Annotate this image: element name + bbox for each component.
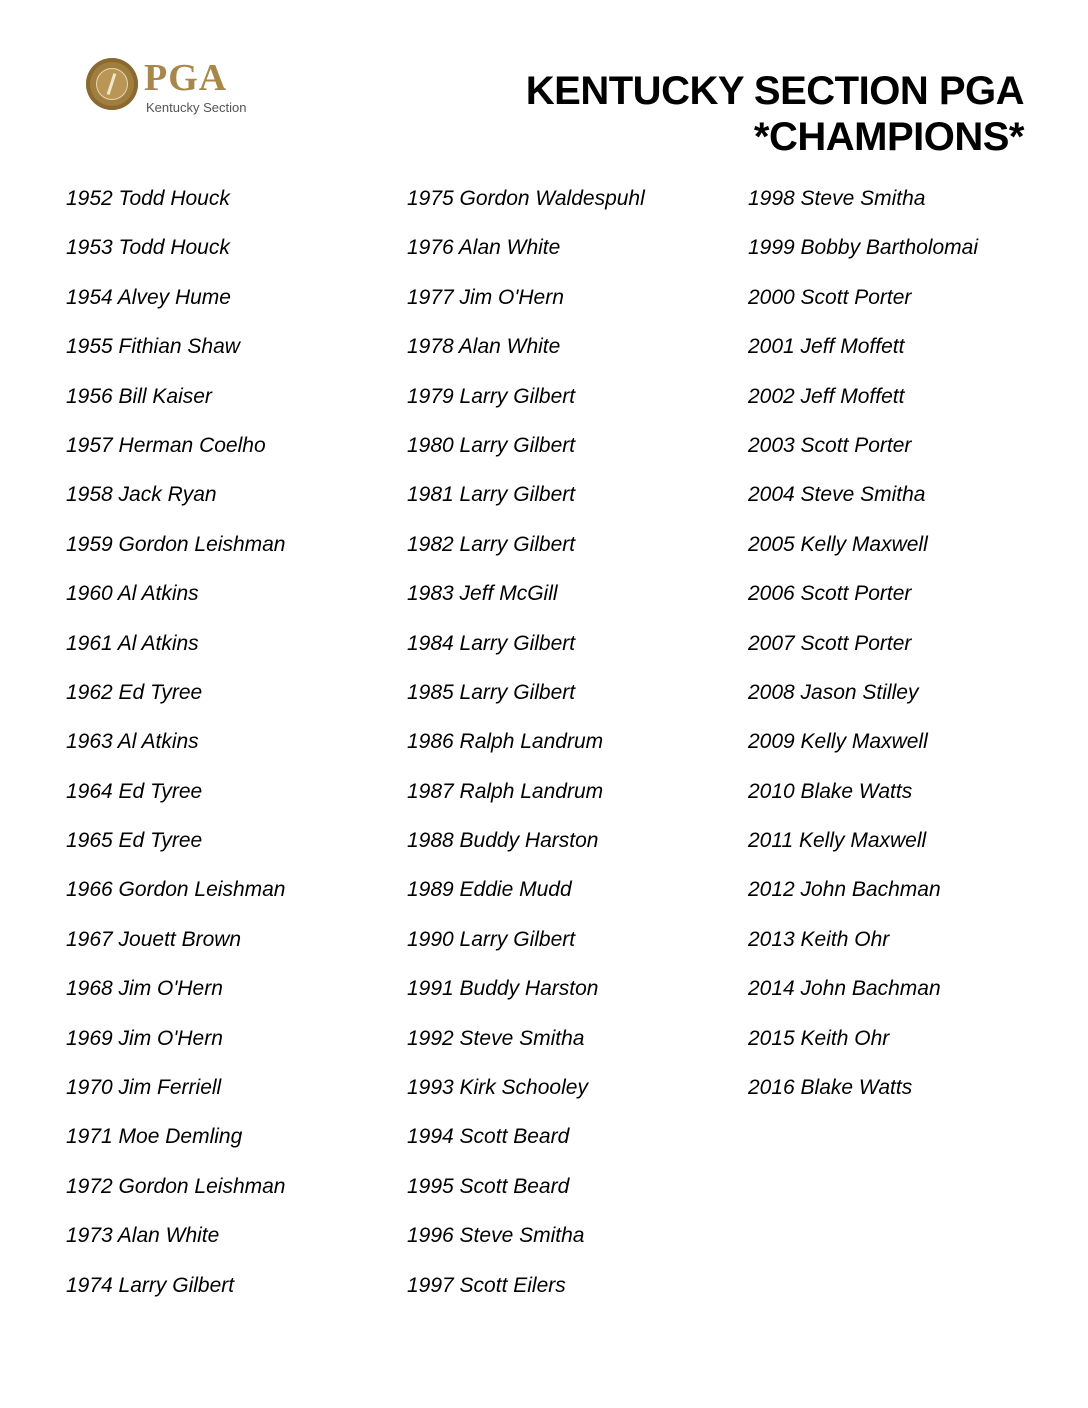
page-title [526,68,1024,160]
champions-column-2 [407,184,645,1320]
champion-entry: 1965 Ed Tyree [66,829,203,853]
champion-entry: 1958 Jack Ryan [66,483,217,507]
champion-entry: 1981 Larry Gilbert [407,483,576,507]
champion-entry: 1990 Larry Gilbert [407,927,576,951]
logo-subtitle: Kentucky Section [146,100,247,115]
champion-entry: 1982 Larry Gilbert [407,532,576,556]
champion-entry: 1985 Larry Gilbert [407,680,576,704]
champion-entry: 1966 Gordon Leishman [66,878,286,902]
champion-entry: 1964 Ed Tyree [66,779,203,803]
champion-entry: 1987 Ralph Landrum [407,779,604,803]
champion-entry: 2012 John Bachman [748,878,941,902]
champion-entry: 2016 Blake Watts [748,1076,913,1100]
champion-entry: 1972 Gordon Leishman [66,1174,286,1198]
title-line-1: KENTUCKY SECTION PGA [525,69,1024,113]
champion-entry: 1975 Gordon Waldespuhl [407,187,645,210]
champion-entry: 1971 Moe Demling [66,1125,243,1149]
champions-column-3 [748,184,978,1122]
champion-entry: 2002 Jeff Moffett [748,384,905,408]
champion-entry: 2015 Keith Ohr [748,1026,890,1050]
pga-seal-icon [86,58,138,110]
champion-entry: 1999 Bobby Bartholomai [748,236,978,260]
champion-entry: 1996 Steve Smitha [407,1224,585,1248]
champion-entry: 1992 Steve Smitha [407,1026,585,1050]
champion-entry: 2007 Scott Porter [748,631,912,655]
champion-entry: 1956 Bill Kaiser [66,384,212,408]
champion-entry: 1963 Al Atkins [66,730,199,754]
champion-entry: 1988 Buddy Harston [407,829,599,853]
champion-entry: 1995 Scott Beard [407,1174,570,1198]
champion-entry: 2001 Jeff Moffett [748,335,905,359]
title-line-2: *CHAMPIONS* [753,115,1024,159]
champion-entry: 1970 Jim Ferriell [66,1076,222,1100]
champion-entry: 2003 Scott Porter [748,433,912,457]
champion-entry: 1962 Ed Tyree [66,680,203,704]
champion-entry: 1957 Herman Coelho [66,433,266,457]
champion-entry: 1993 Kirk Schooley [407,1076,588,1100]
champion-entry: 1952 Todd Houck [66,187,230,210]
champion-entry: 1989 Eddie Mudd [407,878,572,902]
champion-entry: 1997 Scott Eilers [407,1273,566,1297]
champion-entry: 1973 Alan White [66,1224,220,1248]
champion-entry: 1994 Scott Beard [407,1125,570,1149]
champion-entry: 2004 Steve Smitha [748,483,926,507]
champion-entry: 1968 Jim O'Hern [66,977,223,1001]
champion-entry: 1955 Fithian Shaw [66,335,240,359]
champion-entry: 1969 Jim O'Hern [66,1026,223,1050]
champion-entry: 1977 Jim O'Hern [407,285,564,309]
champion-entry: 1979 Larry Gilbert [407,384,576,408]
champion-entry: 2006 Scott Porter [748,582,912,606]
champion-entry: 1976 Alan White [407,236,561,260]
champion-entry: 2000 Scott Porter [748,285,912,309]
champion-entry: 2005 Kelly Maxwell [748,532,928,556]
champion-entry: 2009 Kelly Maxwell [748,730,928,754]
champion-entry: 1967 Jouett Brown [66,927,242,951]
champion-entry: 1978 Alan White [407,335,561,359]
champion-entry: 1953 Todd Houck [66,236,230,260]
logo-mark: PGA [144,57,228,99]
champion-entry: 2011 Kelly Maxwell [748,829,927,853]
champion-entry: 1961 Al Atkins [66,631,199,655]
champion-entry: 1986 Ralph Landrum [407,730,604,754]
champion-entry: 1974 Larry Gilbert [66,1273,235,1297]
champions-column-1 [66,184,286,1320]
champion-entry: 1998 Steve Smitha [748,187,926,210]
champion-entry: 2013 Keith Ohr [748,927,890,951]
champion-entry: 1991 Buddy Harston [407,977,599,1001]
champion-entry: 1980 Larry Gilbert [407,433,576,457]
champion-entry: 2010 Blake Watts [748,779,913,803]
pga-kentucky-logo [86,56,256,120]
champion-entry: 2014 John Bachman [748,977,941,1001]
champion-entry: 1959 Gordon Leishman [66,532,286,556]
champion-entry: 1960 Al Atkins [66,582,199,606]
champion-entry: 1984 Larry Gilbert [407,631,576,655]
champion-entry: 1954 Alvey Hume [66,285,231,309]
champion-entry: 1983 Jeff McGill [407,582,558,606]
champion-entry: 2008 Jason Stilley [748,680,919,704]
